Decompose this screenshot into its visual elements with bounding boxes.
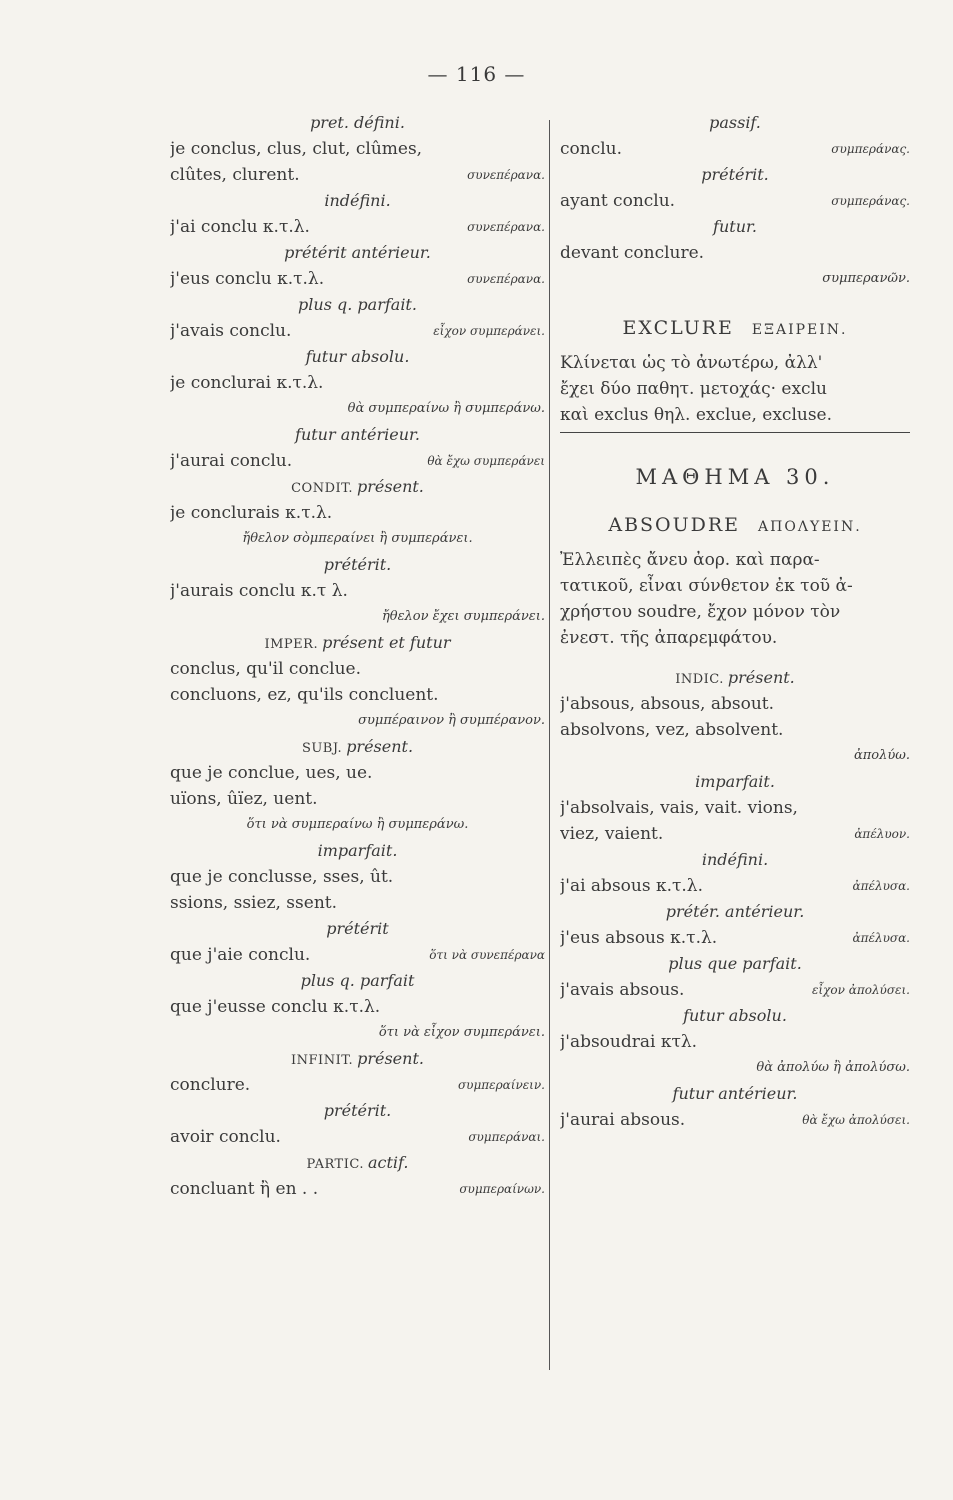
tense-heading xyxy=(560,899,910,925)
tense-heading xyxy=(170,1098,545,1124)
mood-label: PARTIC. xyxy=(306,1157,364,1172)
greek-translation: συμπεράναι. xyxy=(468,1130,545,1144)
conjugation-line xyxy=(560,925,910,951)
tense-name: prétérit. xyxy=(323,555,392,574)
french-text: j'aurai absous. xyxy=(560,1110,686,1130)
tense-name: présent. xyxy=(346,737,414,756)
conjugation-line xyxy=(170,266,545,292)
french-text: viez, vaient. xyxy=(560,824,664,844)
tense-heading xyxy=(170,968,545,994)
tense-heading xyxy=(560,665,910,691)
french-text: j'avais absous. xyxy=(560,980,685,1000)
tense-name: imparfait. xyxy=(317,841,398,860)
conjugation-line xyxy=(170,682,545,708)
conjugation-line xyxy=(560,717,910,743)
french-text: conclure. xyxy=(170,1075,251,1095)
french-text: je conclurai κ.τ.λ. xyxy=(170,373,324,393)
greek-translation-line: ἀπολύω. xyxy=(853,748,910,763)
left-column xyxy=(170,110,545,1202)
conjugation-line xyxy=(560,1029,910,1055)
conjugation-line xyxy=(560,821,910,847)
tense-heading xyxy=(170,344,545,370)
tense-heading xyxy=(170,630,545,656)
greek-translation-line: συμπερανῶν. xyxy=(822,271,910,286)
conjugation-line xyxy=(560,691,910,717)
tense-name: présent. xyxy=(357,1049,424,1068)
title-greek: ΑΠΟΛΥΕΙΝ. xyxy=(758,519,862,535)
tense-name: futur. xyxy=(713,217,757,236)
tense-name: présent. xyxy=(727,668,795,687)
tense-heading xyxy=(560,769,910,795)
french-text: j'eus conclu κ.τ.λ. xyxy=(170,269,325,289)
tense-heading xyxy=(170,240,545,266)
greek-translation: συμπεράνας. xyxy=(831,142,910,156)
tense-name: futur antérieur. xyxy=(295,425,420,444)
tense-heading xyxy=(560,1081,910,1107)
tense-heading xyxy=(170,552,545,578)
french-text: que j'aie conclu. xyxy=(170,945,311,965)
conjugation-line xyxy=(170,994,545,1020)
greek-translation: ἀπέλυσα. xyxy=(852,879,910,893)
right-column-bottom xyxy=(560,665,910,1133)
french-text: j'aurais conclu κ.τ λ. xyxy=(170,581,348,601)
conjugation-line xyxy=(560,1107,910,1133)
french-text: j'ai absous κ.τ.λ. xyxy=(560,876,703,896)
tense-heading xyxy=(560,162,910,188)
right-column xyxy=(560,110,910,1133)
lesson-heading: ΜΑΘΗΜΑ 30. xyxy=(635,465,835,489)
greek-translation-line: θὰ ἀπολύω ἢ ἀπολύσω. xyxy=(756,1060,910,1075)
french-text: j'avais conclu. xyxy=(170,321,292,341)
tense-heading xyxy=(560,214,910,240)
mood-label: INDIC. xyxy=(675,672,724,687)
french-text: devant conclure. xyxy=(560,243,705,263)
tense-name: futur absolu. xyxy=(683,1006,787,1025)
greek-translation-line: ἤθελον ἔχει συμπεράνει. xyxy=(381,609,545,624)
conjugation-line xyxy=(170,370,545,396)
tense-name: indéfini. xyxy=(324,191,391,210)
tense-heading xyxy=(170,1150,545,1176)
french-text: concluons, ez, qu'ils concluent. xyxy=(170,685,439,705)
section-rule xyxy=(560,432,910,433)
mood-label: SUBJ. xyxy=(301,741,343,756)
conjugation-line xyxy=(170,786,545,812)
tense-heading xyxy=(170,422,545,448)
conjugation-line xyxy=(560,240,910,266)
tense-heading xyxy=(170,916,545,942)
tense-name: prétérit. xyxy=(323,1101,392,1120)
conjugation-line xyxy=(560,977,910,1003)
para-line: ἔχει δύο παθητ. μετοχάς· exclu xyxy=(560,379,827,399)
column-divider xyxy=(549,120,550,1370)
mood-label: CONDIT. xyxy=(291,481,354,496)
greek-translation: ὅτι νὰ συνεπέρανα xyxy=(429,948,545,962)
french-text: clûtes, clurent. xyxy=(170,165,300,185)
greek-translation: εἶχον ἀπολύσει. xyxy=(811,983,910,997)
tense-heading xyxy=(560,847,910,873)
greek-translation: θὰ ἔχω ἀπολύσει. xyxy=(802,1113,910,1127)
greek-translation-line: ὅτι νὰ εἶχον συμπεράνει. xyxy=(378,1025,545,1040)
section-title-absoudre xyxy=(560,503,910,547)
mood-label: IMPER. xyxy=(264,637,319,652)
title-french: EXCLURE xyxy=(622,317,734,339)
conjugation-line xyxy=(170,136,545,162)
conjugation-line xyxy=(170,448,545,474)
french-text: je conclurais κ.τ.λ. xyxy=(170,503,333,523)
title-greek: ΕΞΑΙΡΕΙΝ. xyxy=(751,322,848,338)
tense-name: présent et futur xyxy=(322,633,451,652)
french-text: avoir conclu. xyxy=(170,1127,281,1147)
page-number: — 116 — xyxy=(427,62,526,86)
french-text: j'eus absous κ.τ.λ. xyxy=(560,928,718,948)
conjugation-line xyxy=(170,1124,545,1150)
conjugation-line xyxy=(170,578,545,604)
french-text: j'aurai conclu. xyxy=(170,451,293,471)
conjugation-line xyxy=(170,890,545,916)
greek-translation: συμπεραίνων. xyxy=(459,1182,545,1196)
greek-translation: ἀπέλυσα. xyxy=(852,931,910,945)
tense-heading xyxy=(170,188,545,214)
para-line: Ἐλλειπὲς ἄνευ ἀορ. καὶ παρα- xyxy=(560,550,820,570)
tense-name: imparfait. xyxy=(695,772,775,791)
tense-heading xyxy=(170,292,545,318)
tense-heading xyxy=(170,474,545,500)
french-text: concluant ἢ en . . xyxy=(170,1179,319,1199)
greek-translation: συμπεράνας. xyxy=(831,194,910,208)
tense-name: plus q. parfait. xyxy=(298,295,417,314)
french-text: que je conclue, ues, ue. xyxy=(170,763,373,783)
greek-translation: εἶχον συμπεράνει. xyxy=(433,324,545,338)
french-text: que je conclusse, sses, ût. xyxy=(170,867,394,887)
conjugation-line xyxy=(560,136,910,162)
tense-name: prétérit xyxy=(326,919,389,938)
french-text: que j'eusse conclu κ.τ.λ. xyxy=(170,997,381,1017)
tense-name: pret. défini. xyxy=(310,113,405,132)
conjugation-line xyxy=(560,873,910,899)
section-title-exclure xyxy=(560,306,910,350)
tense-heading xyxy=(170,1046,545,1072)
conjugation-line xyxy=(170,864,545,890)
greek-translation-line: θὰ συμπεραίνω ἢ συμπεράνω. xyxy=(347,401,545,416)
greek-translation: συνεπέρανα. xyxy=(467,272,545,286)
title-french: ABSOUDRE xyxy=(608,514,741,536)
french-text: j'absoudrai κτλ. xyxy=(560,1032,698,1052)
tense-name: prétérit. xyxy=(701,165,769,184)
tense-name: prétérit antérieur. xyxy=(284,243,431,262)
french-text: absolvons, vez, absolvent. xyxy=(560,720,784,740)
conjugation-line xyxy=(170,162,545,188)
para-line: χρήστου soudre, ἔχον μόνον τὸν xyxy=(560,602,841,622)
mood-label: INFINIT. xyxy=(291,1053,354,1068)
conjugation-line xyxy=(170,1176,545,1202)
greek-translation-line: συμπέραινον ἢ συμπέρανον. xyxy=(358,713,545,728)
french-text: conclus, qu'il conclue. xyxy=(170,659,362,679)
tense-heading xyxy=(170,110,545,136)
french-text: ssions, ssiez, ssent. xyxy=(170,893,338,913)
para-line: καὶ exclus θηλ. exclue, excluse. xyxy=(560,405,833,425)
conjugation-line xyxy=(170,318,545,344)
tense-name: plus q. parfait xyxy=(300,971,415,990)
conjugation-line xyxy=(170,1072,545,1098)
tense-heading xyxy=(560,110,910,136)
conjugation-line xyxy=(560,795,910,821)
tense-heading xyxy=(170,838,545,864)
french-text: ayant conclu. xyxy=(560,191,676,211)
absoudre-paragraph xyxy=(560,547,910,651)
tense-name: indéfini. xyxy=(701,850,769,869)
tense-name: passif. xyxy=(709,113,761,132)
tense-name: actif. xyxy=(367,1153,409,1172)
conjugation-line xyxy=(170,942,545,968)
tense-name: futur antérieur. xyxy=(672,1084,798,1103)
greek-translation: συνεπέρανα. xyxy=(467,220,545,234)
french-text: je conclus, clus, clut, clûmes, xyxy=(170,139,423,159)
conjugation-line xyxy=(170,760,545,786)
tense-name: prétér. antérieur. xyxy=(665,902,805,921)
greek-translation: συμπεραίνειν. xyxy=(457,1078,545,1092)
french-text: uïons, ûïez, uent. xyxy=(170,789,318,809)
french-text: j'absous, absous, absout. xyxy=(560,694,775,714)
french-text: j'absolvais, vais, vait. vions, xyxy=(560,798,798,818)
conjugation-line xyxy=(170,500,545,526)
para-line: Κλίνεται ὡς τὸ ἀνωτέρω, ἀλλ' xyxy=(560,353,823,373)
greek-translation: ἀπέλυον. xyxy=(854,827,910,841)
tense-name: présent. xyxy=(357,477,424,496)
greek-translation-line: ὅτι νὰ συμπεραίνω ἢ συμπεράνω. xyxy=(246,817,469,832)
tense-heading xyxy=(560,951,910,977)
conjugation-line xyxy=(170,214,545,240)
right-column-top xyxy=(560,110,910,292)
tense-name: plus que parfait. xyxy=(668,954,802,973)
para-line: τατικοῦ, εἶναι σύνθετον ἐκ τοῦ ἀ- xyxy=(560,576,853,596)
french-text: conclu. xyxy=(560,139,623,159)
tense-heading xyxy=(170,734,545,760)
greek-translation: θὰ ἔχω συμπεράνει xyxy=(427,454,545,468)
tense-name: futur absolu. xyxy=(305,347,410,366)
greek-translation: συνεπέρανα. xyxy=(467,168,545,182)
french-text: j'ai conclu κ.τ.λ. xyxy=(170,217,310,237)
exclure-paragraph xyxy=(560,350,910,428)
para-line: ἐνεστ. τῆς ἀπαρεμφάτου. xyxy=(560,628,778,648)
conjugation-line xyxy=(560,188,910,214)
greek-translation-line: ἤθελον σὸμπεραίνει ἢ συμπεράνει. xyxy=(242,531,473,546)
conjugation-line xyxy=(170,656,545,682)
tense-heading xyxy=(560,1003,910,1029)
